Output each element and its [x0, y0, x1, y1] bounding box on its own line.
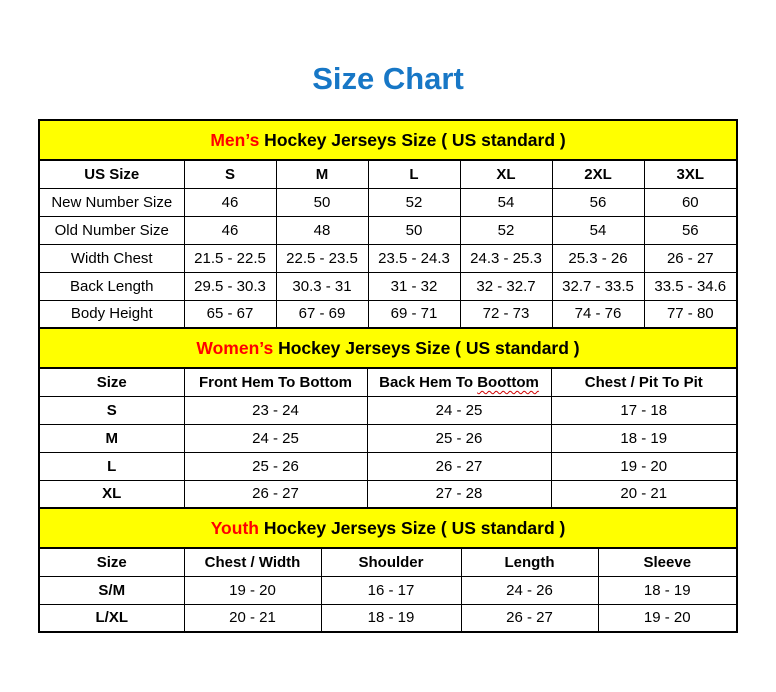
youth-column-header-2: Shoulder [321, 548, 461, 576]
youth-value-cell: 24 - 26 [461, 576, 598, 604]
men-value-cell: 50 [276, 188, 368, 216]
women-column-header-2: Back Hem To Boottom [367, 368, 551, 396]
youth-value-cell: 26 - 27 [461, 604, 598, 632]
men-value-cell: 31 - 32 [368, 272, 460, 300]
women-section-header-text: Hockey Jerseys Size ( US standard ) [273, 337, 580, 358]
men-value-cell: 25.3 - 26 [552, 244, 644, 272]
men-value-cell: 33.5 - 34.6 [644, 272, 737, 300]
youth-row-label: L/XL [39, 604, 184, 632]
men-column-header-6: 3XL [644, 160, 737, 188]
men-value-cell: 60 [644, 188, 737, 216]
men-value-cell: 46 [184, 216, 276, 244]
women-row-label: L [39, 452, 184, 480]
women-value-cell: 26 - 27 [367, 452, 551, 480]
men-value-cell: 48 [276, 216, 368, 244]
youth-section-header [39, 508, 737, 548]
women-row-label: M [39, 424, 184, 452]
men-section-header-text: Hockey Jerseys Size ( US standard ) [259, 129, 566, 150]
youth-value-cell: 18 - 19 [321, 604, 461, 632]
women-section-header-highlight: Women’s [196, 337, 274, 358]
youth-value-cell: 20 - 21 [184, 604, 321, 632]
men-value-cell: 23.5 - 24.3 [368, 244, 460, 272]
men-table-row [39, 216, 737, 244]
women-value-cell: 17 - 18 [551, 396, 737, 424]
youth-column-header-row [39, 548, 737, 576]
women-column-header-1: Front Hem To Bottom [184, 368, 367, 396]
youth-section-header-text: Hockey Jerseys Size ( US standard ) [258, 517, 566, 538]
youth-section-header-highlight: Youth [210, 517, 259, 538]
men-value-cell: 50 [368, 216, 460, 244]
men-value-cell: 56 [552, 188, 644, 216]
youth-table-row [39, 604, 737, 632]
women-table-row [39, 424, 737, 452]
men-value-cell: 22.5 - 23.5 [276, 244, 368, 272]
men-size-table [38, 119, 738, 329]
men-value-cell: 72 - 73 [460, 300, 552, 328]
men-value-cell: 24.3 - 25.3 [460, 244, 552, 272]
youth-value-cell: 19 - 20 [184, 576, 321, 604]
women-table-row [39, 452, 737, 480]
men-column-header-2: M [276, 160, 368, 188]
men-column-header-5: 2XL [552, 160, 644, 188]
men-row-label: Back Length [39, 272, 184, 300]
men-value-cell: 77 - 80 [644, 300, 737, 328]
men-value-cell: 30.3 - 31 [276, 272, 368, 300]
men-section-band-row [39, 120, 737, 160]
women-column-header-row [39, 368, 737, 396]
women-value-cell: 27 - 28 [367, 480, 551, 508]
size-tables-container [38, 119, 736, 633]
size-chart-page [0, 62, 776, 633]
women-value-cell: 26 - 27 [184, 480, 367, 508]
women-value-cell: 19 - 20 [551, 452, 737, 480]
men-value-cell: 74 - 76 [552, 300, 644, 328]
women-section-header [39, 328, 737, 368]
youth-column-header-0: Size [39, 548, 184, 576]
men-row-label: Body Height [39, 300, 184, 328]
men-table-row [39, 300, 737, 328]
men-value-cell: 32.7 - 33.5 [552, 272, 644, 300]
youth-column-header-3: Length [461, 548, 598, 576]
men-row-label: New Number Size [39, 188, 184, 216]
men-value-cell: 52 [368, 188, 460, 216]
men-value-cell: 46 [184, 188, 276, 216]
men-table-row [39, 244, 737, 272]
men-table-row [39, 272, 737, 300]
men-value-cell: 26 - 27 [644, 244, 737, 272]
men-value-cell: 32 - 32.7 [460, 272, 552, 300]
women-value-cell: 25 - 26 [184, 452, 367, 480]
youth-value-cell: 16 - 17 [321, 576, 461, 604]
youth-size-table [38, 507, 738, 633]
women-size-table [38, 327, 738, 509]
women-table-row [39, 480, 737, 508]
men-value-cell: 69 - 71 [368, 300, 460, 328]
women-section-band-row [39, 328, 737, 368]
men-row-label: Old Number Size [39, 216, 184, 244]
men-table-row [39, 188, 737, 216]
men-section-header-highlight: Men’s [210, 129, 260, 150]
men-column-header-1: S [184, 160, 276, 188]
women-row-label: XL [39, 480, 184, 508]
youth-row-label: S/M [39, 576, 184, 604]
men-column-header-4: XL [460, 160, 552, 188]
page-title: Size Chart [312, 61, 464, 96]
youth-table-row [39, 576, 737, 604]
youth-column-header-4: Sleeve [598, 548, 737, 576]
men-value-cell: 29.5 - 30.3 [184, 272, 276, 300]
misspelled-word-wavy-underline: Boottom [477, 373, 539, 391]
men-row-label: Width Chest [39, 244, 184, 272]
men-column-header-row [39, 160, 737, 188]
women-table-row [39, 396, 737, 424]
youth-value-cell: 19 - 20 [598, 604, 737, 632]
men-column-header-0: US Size [39, 160, 184, 188]
women-value-cell: 23 - 24 [184, 396, 367, 424]
men-value-cell: 67 - 69 [276, 300, 368, 328]
women-column-header-0: Size [39, 368, 184, 396]
men-value-cell: 21.5 - 22.5 [184, 244, 276, 272]
men-value-cell: 52 [460, 216, 552, 244]
youth-section-band-row [39, 508, 737, 548]
women-value-cell: 25 - 26 [367, 424, 551, 452]
men-value-cell: 54 [460, 188, 552, 216]
women-column-header-3: Chest / Pit To Pit [551, 368, 737, 396]
women-value-cell: 18 - 19 [551, 424, 737, 452]
men-column-header-3: L [368, 160, 460, 188]
youth-column-header-1: Chest / Width [184, 548, 321, 576]
men-value-cell: 65 - 67 [184, 300, 276, 328]
men-value-cell: 56 [644, 216, 737, 244]
men-value-cell: 54 [552, 216, 644, 244]
women-value-cell: 20 - 21 [551, 480, 737, 508]
women-value-cell: 24 - 25 [367, 396, 551, 424]
women-value-cell: 24 - 25 [184, 424, 367, 452]
youth-value-cell: 18 - 19 [598, 576, 737, 604]
women-row-label: S [39, 396, 184, 424]
men-section-header [39, 120, 737, 160]
